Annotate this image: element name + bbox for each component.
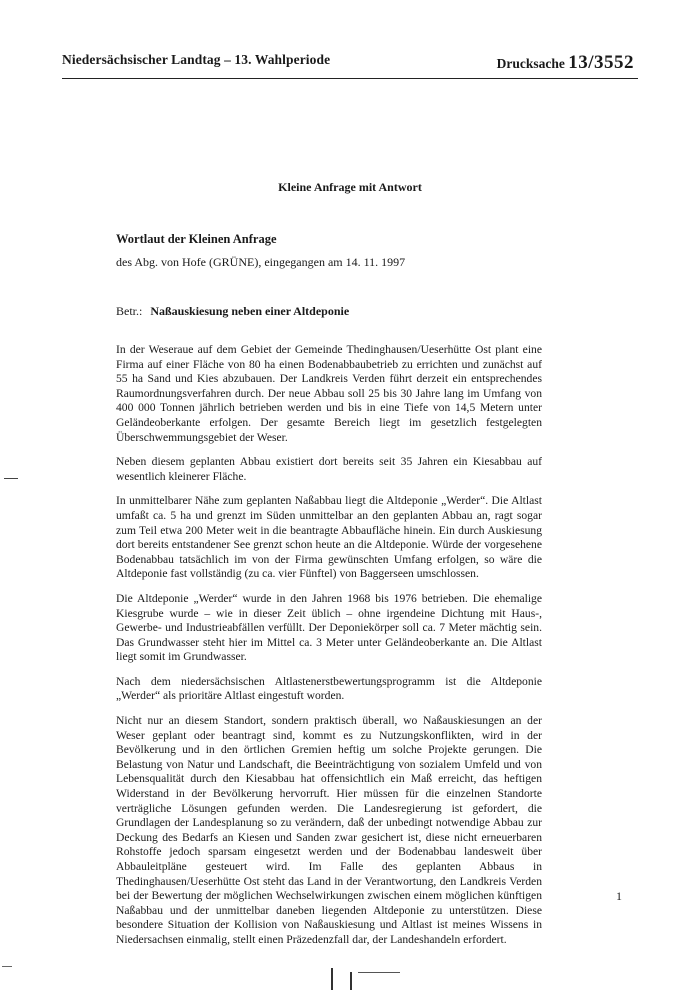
- scan-artifact: [350, 972, 352, 990]
- page-number: 1: [616, 889, 622, 903]
- document-number-value: 13/3552: [568, 52, 634, 73]
- document-number-label: Drucksache: [496, 56, 565, 71]
- subject-label: Betr.:: [116, 304, 143, 318]
- margin-mark: [4, 478, 18, 479]
- subject-text: Naßauskiesung neben einer Altdeponie: [150, 304, 350, 318]
- body-text: [116, 343, 542, 958]
- header-rule: [62, 78, 638, 79]
- paragraph: Die Altdeponie „Werder“ wurde in den Jahren 1968 bis 1976 betrieben. Die ehemalige Kiesgrube wurde – wie in dieser Zeit üblich – ohne irgendeine Dichtung mit Haus-, Gewerbe- und Industrieabfällen verfüllt. Der Deponiekörper soll ca. 7 Meter mächtig sein. Das Grundwasser steht hier im Mittel ca. 3 Meter unter Geländeoberkante an. Die Altlast liegt somit im Grundwasser.: [116, 591, 542, 664]
- document-kind: Kleine Anfrage mit Antwort: [278, 180, 422, 194]
- parliament-header: Niedersächsischer Landtag – 13. Wahlperiode: [62, 52, 331, 67]
- paragraph: In unmittelbarer Nähe zum geplanten Naßabbau liegt die Altdeponie „Werder“. Die Altlast umfaßt ca. 5 ha und grenzt im Süden unmittelbar an den geplanten Abbau an, ragt sogar zum Teil etwa 200 Meter weit in die beantragte Abbaufläche hinein. Ein durch Auskiesung dort bereits entstandener See grenzt schon heute an die Altdeponie. Würde der vorgesehene Bodenabbau tatsächlich im von der Firma gewünschten Umfang erfolgen, so wäre die Altdeponie fast vollständig (zu ca. vier Fünftel) von Baggerseen umschlossen.: [116, 494, 542, 581]
- scan-artifact: [358, 972, 400, 973]
- paragraph: Nicht nur an diesem Standort, sondern praktisch überall, wo Naßauskiesungen an der Weser geplant oder beantragt sind, kommt es zu Nutzungskonflikten, wird in der Bevölkerung und in den örtlichen Gremien heftig um solche Projekte gerungen. Die Belastung von Natur und Landschaft, die Beeinträchtigung von sozialem Umfeld und von Lebensqualität durch den Kiesabbau hat offensichtlich ein Maß erreicht, das heftigen Widerstand in der Bevölkerung hervorruft. Hier müssen für die einzelnen Standorte verträgliche Lösungen gefunden werden. Die Landesregierung ist gefordert, die Grundlagen der Landesplanung so zu verändern, daß der unbedingt notwendige Abbau zur Deckung des Bedarfs an Kiesen und Sanden zwar gesichert ist, diese nicht erneuerbaren Rohstoffe jedoch sparsam eingesetzt werden und der Bodenabbau landesweit über Abbauleitpläne gesteuert wird. Im Falle des geplanten Abbaus in Thedinghausen/Ueserhütte Ost steht das Land in der Verantwortung, den Landkreis Verden bei der Bewertung der möglichen Wechselwirkungen zwischen einem möglichen künftigen Naßabbau und der unmittelbar daneben liegenden Altdeponie zu unterstützen. Diese besondere Situation der Kollision von Naßauskiesung und Altlast ist meines Wissens in Niedersachsen einmalig, stellt einen Präzedenzfall dar, der Landeshandeln erfordert.: [116, 714, 542, 946]
- paragraph: Nach dem niedersächsischen Altlastenerstbewertungsprogramm ist die Altdeponie „Werder“ als prioritäre Altlast eingestuft worden.: [116, 674, 542, 703]
- subject-line: [116, 304, 349, 319]
- paragraph: In der Weseraue auf dem Gebiet der Gemeinde Thedinghausen/Ueserhütte Ost plant eine Firma auf einer Fläche von 80 ha einen Bodenabbaubetrieb zu errichten und zunächst auf 55 ha Sand und Kies abzubauen. Der Landkreis Verden führt derzeit ein entsprechendes Raumordnungsverfahren durch. Der neue Abbau soll 25 bis 30 Jahre lang im Umfang von 400 000 Tonnen jährlich betrieben werden und bis in eine Tiefe von 14,5 Metern unter Geländeoberkante erfolgen. Der gesamte Bereich liegt im gesetzlich festgelegten Überschwemmungsgebiet der Weser.: [116, 343, 542, 444]
- scan-artifact: [331, 968, 333, 990]
- section-title: Wortlaut der Kleinen Anfrage: [116, 232, 277, 246]
- margin-mark: [2, 966, 12, 967]
- author-line: des Abg. von Hofe (GRÜNE), eingegangen am 14. 11. 1997: [116, 255, 406, 269]
- paragraph: Neben diesem geplanten Abbau existiert dort bereits seit 35 Jahren ein Kiesabbau auf wesentlich kleinerer Fläche.: [116, 455, 542, 483]
- document-number: [497, 52, 634, 74]
